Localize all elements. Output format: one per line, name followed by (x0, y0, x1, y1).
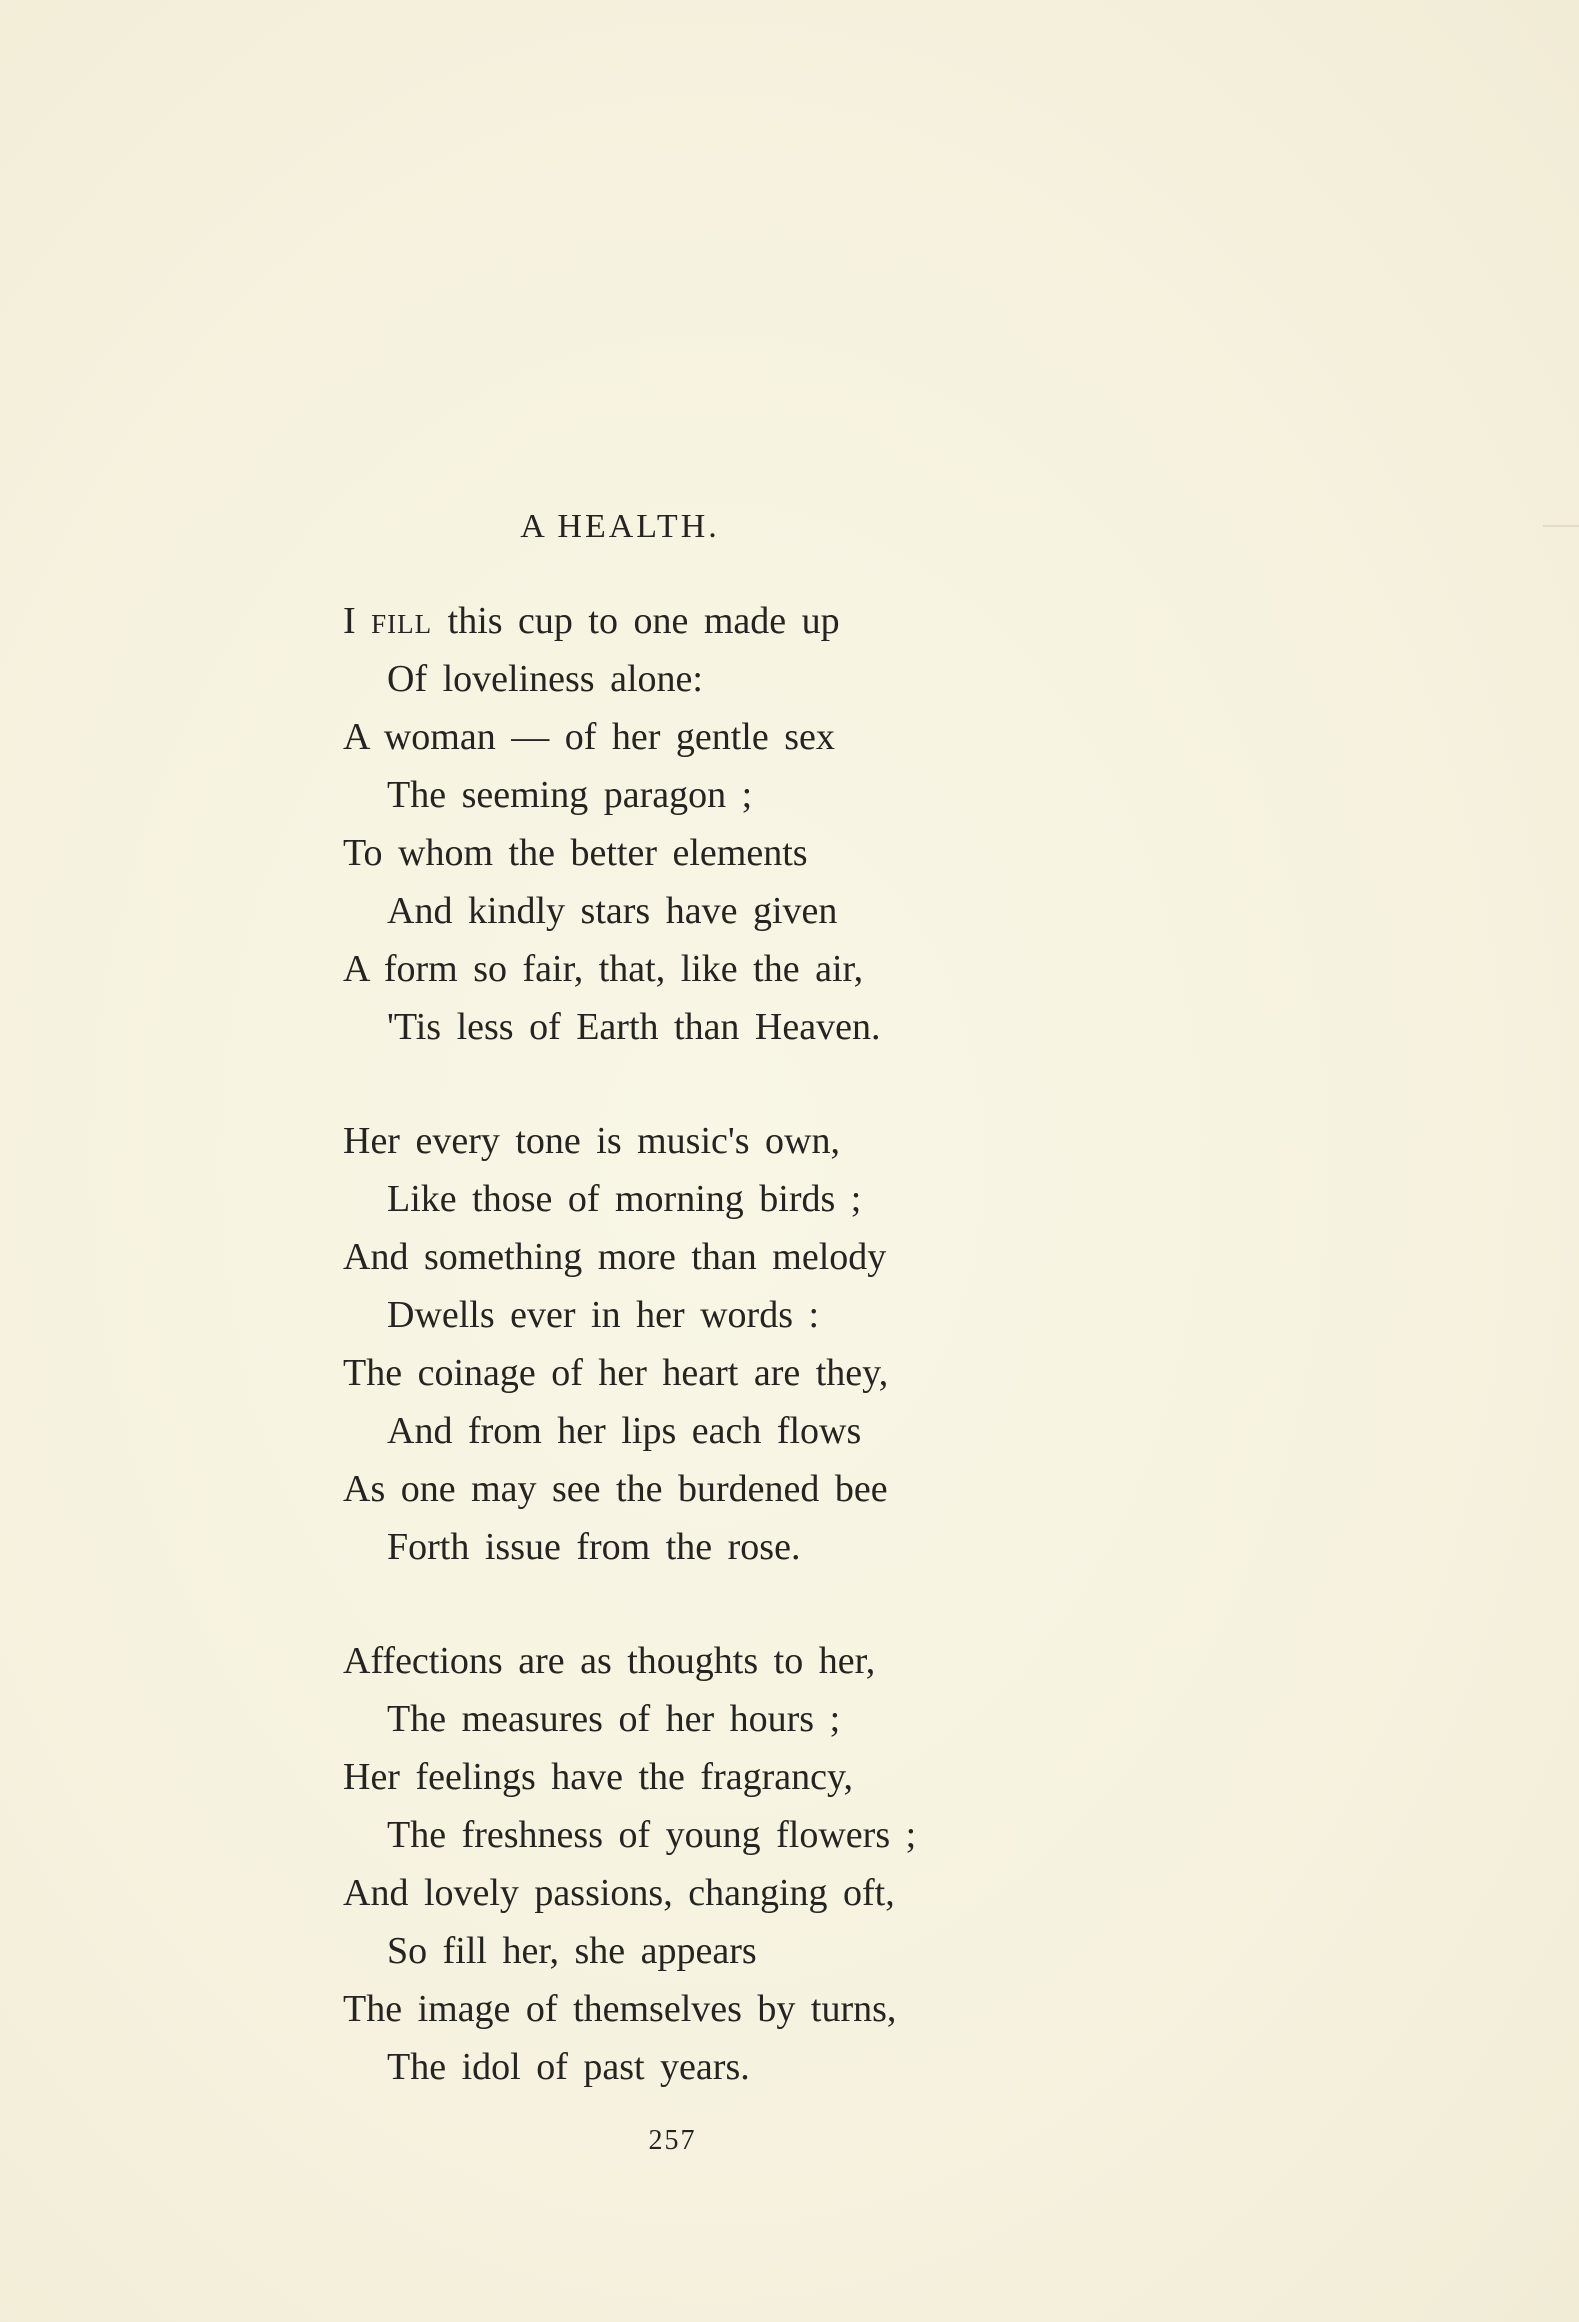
poem-line: A woman — of her gentle sex (343, 716, 835, 758)
stanza-2 (343, 1112, 1143, 1576)
poem-line: And from her lips each flows (387, 1410, 862, 1452)
poem-line: The freshness of young flowers ; (387, 1814, 917, 1856)
poem-line: Of loveliness alone: (387, 658, 703, 700)
poem-line: The idol of past years. (387, 2046, 750, 2088)
line-rest: this cup to one made up (447, 600, 840, 642)
poem-line: The image of themselves by turns, (343, 1988, 897, 2030)
drop-initial: I (343, 600, 356, 642)
poem-line: As one may see the burdened bee (343, 1468, 888, 1510)
poem-line: And something more than melody (343, 1236, 887, 1278)
stanza-1 (343, 592, 1143, 1056)
poem-line: And lovely passions, changing oft, (343, 1872, 895, 1914)
poem-line: Forth issue from the rose. (387, 1526, 801, 1568)
poem-line: So fill her, she appears (387, 1930, 757, 1972)
poem-line: 'Tis less of Earth than Heaven. (387, 1006, 881, 1048)
page-edge-mark (1543, 525, 1579, 527)
poem-line: A form so fair, that, like the air, (343, 948, 864, 990)
poem-line: Her feelings have the fragrancy, (343, 1756, 854, 1798)
poem-line (343, 592, 1143, 650)
poem-line: The seeming paragon ; (387, 774, 753, 816)
poem-line: Affections are as thoughts to her, (343, 1640, 876, 1682)
poem-line: The measures of her hours ; (387, 1698, 841, 1740)
poem-line: And kindly stars have given (387, 890, 838, 932)
small-caps-word: fill (371, 600, 433, 642)
poem-line: Like those of morning birds ; (387, 1178, 862, 1220)
poem-line: To whom the better elements (343, 832, 808, 874)
poem-line: The coinage of her heart are they, (343, 1352, 889, 1394)
poem-line: Her every tone is music's own, (343, 1120, 840, 1162)
page-number: 257 (648, 2125, 697, 2156)
poem-title: A HEALTH. (520, 508, 720, 545)
poem-line: Dwells ever in her words : (387, 1294, 820, 1336)
stanza-3 (343, 1632, 1143, 2096)
poem-body (343, 592, 1143, 2152)
